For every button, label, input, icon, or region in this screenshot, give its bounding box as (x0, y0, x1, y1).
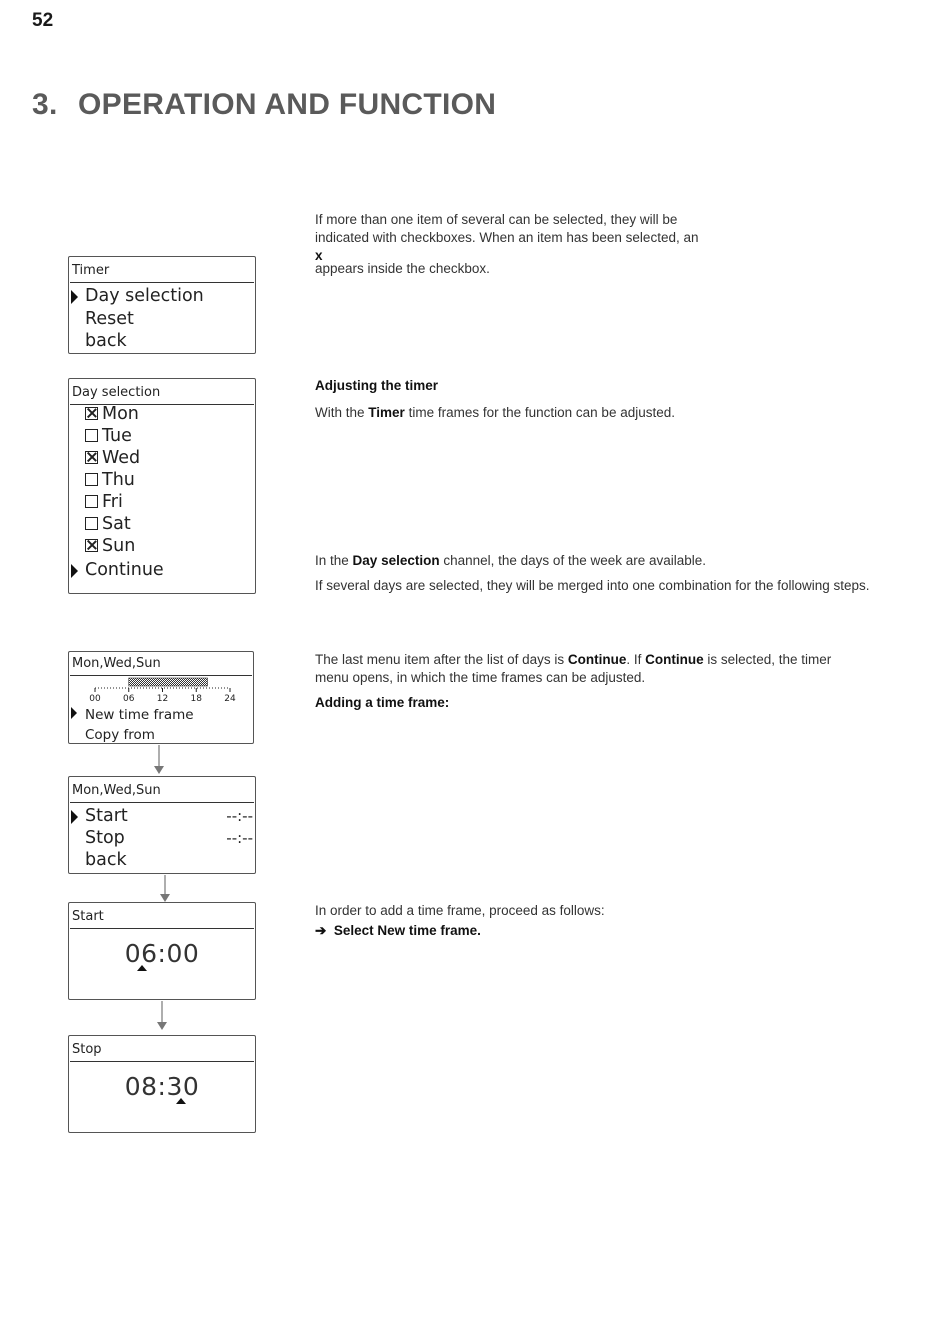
day-label: Mon (102, 404, 139, 424)
stop-value: --:-- (226, 829, 253, 847)
timeline-tick-label: 12 (156, 694, 169, 704)
edit-cursor-icon (176, 1098, 186, 1104)
checkbox-x: x (315, 248, 323, 263)
page-number: 52 (32, 10, 54, 31)
checkbox-intro: If more than one item of several can be selected, they will be indicated with checkboxes. When an item has been selected, an (315, 212, 699, 245)
timeline-tick-label: 18 (190, 694, 202, 704)
day-label: Wed (102, 448, 141, 468)
stop-time-value[interactable]: 08:30 (124, 1072, 200, 1101)
chapter-title (32, 88, 496, 122)
timeframe-screen-title: Mon,Wed,Sun (70, 777, 254, 803)
checkbox-checked-icon (85, 539, 98, 552)
cursor-icon (71, 564, 78, 578)
timeline-tick-label: 00 (89, 694, 101, 704)
timer-screen: Timer Day selection Reset back (68, 256, 256, 354)
day-selection-paragraph: In the Day selection channel, the days of the week are available. (315, 553, 707, 568)
start-screen-title: Start (70, 903, 254, 929)
checkbox-empty-icon (85, 473, 98, 486)
adjust-heading: Adjusting the timer (315, 378, 439, 393)
proceed-paragraph: In order to add a time frame, proceed as follows: (315, 903, 605, 918)
active-time-bar (129, 678, 208, 686)
start-time-value[interactable]: 06:00 (124, 939, 200, 968)
checkbox-checked-icon (85, 407, 98, 420)
flow-arrow-icon (156, 1001, 168, 1031)
day-label: Thu (102, 470, 135, 490)
edit-cursor-icon (137, 965, 147, 971)
checkbox-empty-icon (85, 517, 98, 530)
cursor-icon (71, 707, 77, 719)
day-label: Tue (102, 426, 132, 446)
overview-screen-title: Mon,Wed,Sun (70, 652, 252, 676)
timeline-tick-label: 06 (123, 694, 135, 704)
checkbox-outro: appears inside the checkbox. (315, 261, 490, 276)
stop-time-screen (68, 1035, 256, 1133)
chapter-title-text: OPERATION AND FUNCTION (78, 88, 497, 121)
checkbox-empty-icon (85, 495, 98, 508)
step-instruction (315, 922, 855, 940)
cursor-icon (71, 290, 78, 304)
cursor-icon (71, 810, 78, 824)
merge-paragraph: If several days are selected, they will be merged into one combination for the following steps. (315, 578, 870, 593)
day-selection-screen: Day selection Mon Tue Wed Thu Fri Sat Sun Continue (68, 378, 256, 594)
start-time-screen (68, 902, 256, 1000)
timeline-tick-label: 24 (224, 694, 236, 704)
day-selection-keyword: Day selection (352, 553, 440, 568)
stop-screen-title: Stop (70, 1036, 254, 1062)
start-value: --:-- (226, 807, 253, 825)
timer-keyword: Timer (368, 405, 405, 420)
timer-screen-title: Timer (70, 257, 254, 283)
adjust-paragraph: With the Timer time frames for the function can be adjusted. (315, 405, 675, 420)
step-text: Select New time frame. (333, 923, 481, 938)
day-label: Sun (102, 536, 136, 556)
day-label: Sat (102, 514, 131, 534)
day-selection-screen-title: Day selection (70, 379, 254, 405)
timeframe-overview-screen: Mon,Wed,Sun 00 06 12 18 24 New time frame Copy from (68, 651, 254, 744)
continue-paragraph: The last menu item after the list of days is Continue. If Continue is selected, the timer menu opens, in which the time frames can be adjusted. (315, 652, 832, 685)
adding-heading: Adding a time frame: (315, 695, 450, 710)
checkbox-paragraph (315, 211, 705, 265)
flow-arrow-icon (153, 745, 165, 775)
chapter-number: 3. (32, 88, 58, 121)
checkbox-checked-icon (85, 451, 98, 464)
step-arrow-icon: ➔ (315, 923, 327, 938)
day-label: Fri (102, 492, 123, 512)
timeframe-screen: Mon,Wed,Sun Start --:-- Stop --:-- back (68, 776, 256, 874)
timeline-graphic (69, 676, 255, 706)
flow-arrow-icon (159, 875, 171, 903)
checkbox-empty-icon (85, 429, 98, 442)
